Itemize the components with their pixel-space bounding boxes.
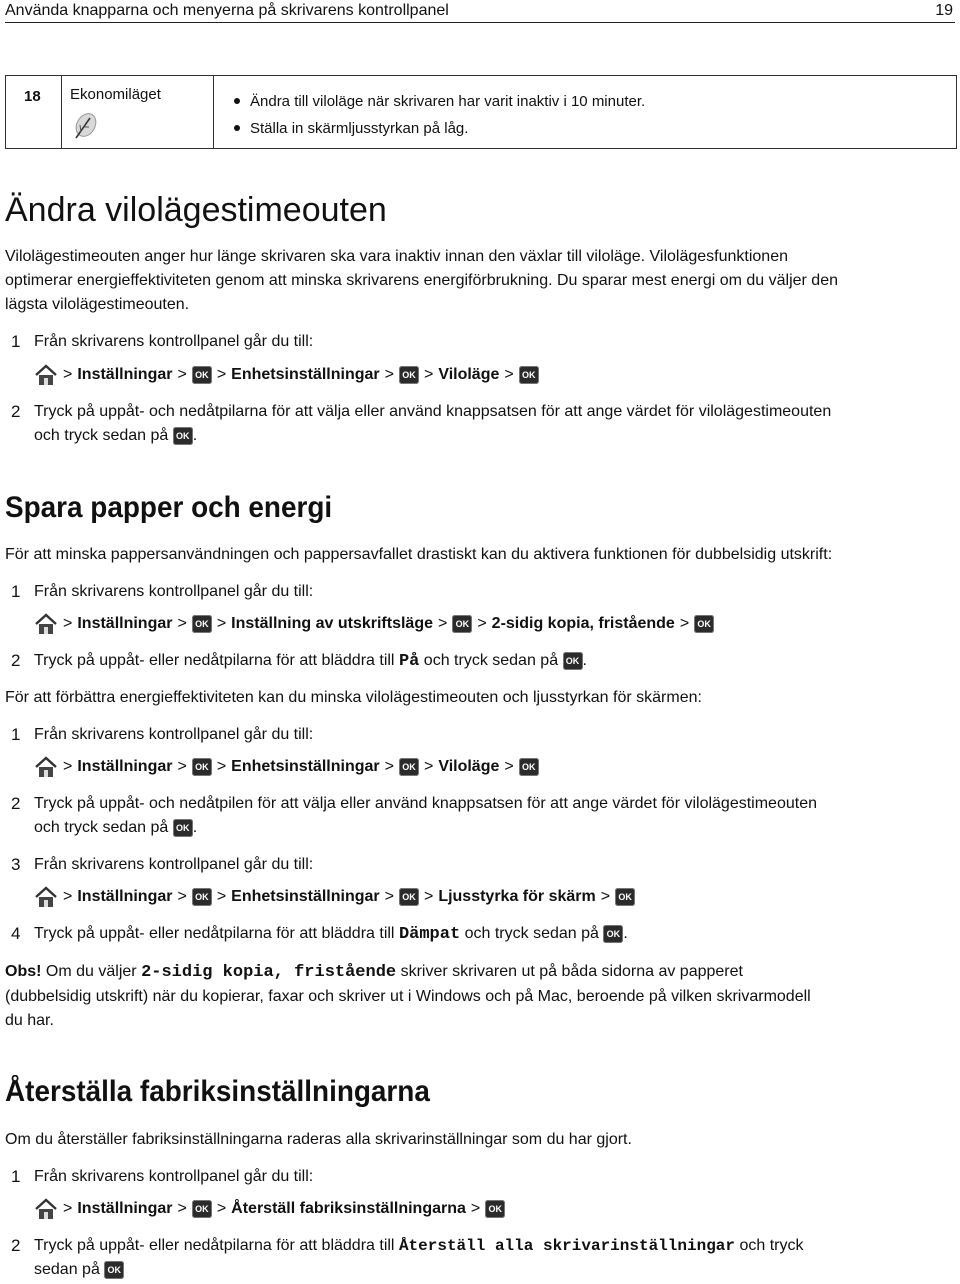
- menu-item: Ljusstyrka för skärm: [438, 888, 596, 905]
- ok-button-icon: OK: [563, 652, 583, 670]
- ok-button-icon: OK: [173, 819, 193, 837]
- s1-intro-line: lägsta vilolägestimeouten.: [5, 296, 190, 313]
- ok-button-icon: OK: [519, 758, 539, 776]
- step-text-continued: och tryck sedan på OK .: [34, 819, 198, 836]
- menu-item: Återställ fabriksinställningarna: [231, 1200, 466, 1217]
- ok-button-icon: OK: [485, 1200, 505, 1218]
- row-description: [214, 76, 956, 148]
- step-number: 2: [11, 651, 21, 670]
- menu-item: 2-sidig kopia, fristående: [491, 615, 675, 632]
- bullet-item: Ändra till viloläge när skrivaren har varit inaktiv i 10 minuter.: [232, 88, 956, 115]
- note-line: (dubbelsidig utskrift) när du kopierar, faxar och skriver ut i Windows och på Mac, beroende på vilken skrivarmodell: [5, 988, 811, 1005]
- s2-intro-2: För att förbättra energieffektiviteten kan du minska vilolägestimeouten och ljusstyrkan för skärmen:: [5, 689, 702, 706]
- s2-intro: För att minska pappersanvändningen och pappersavfallet drastiskt kan du aktivera funktionen för dubbelsidig utskrift:: [5, 546, 833, 563]
- note-label: Obs!: [5, 963, 42, 980]
- option-code: 2-sidig kopia, fristående: [141, 963, 397, 982]
- menu-item: Inställningar: [77, 1200, 173, 1217]
- step-text: Tryck på uppåt- och nedåtpilen för att välja eller använd knappsatsen för att ange värdet för vilolägestimeouten: [34, 795, 817, 812]
- ok-button-icon: OK: [452, 615, 472, 633]
- s1-step-2: [5, 400, 960, 448]
- menu-item: Enhetsinställningar: [231, 888, 380, 905]
- ok-button-icon: OK: [173, 427, 193, 445]
- ok-button-icon: OK: [603, 925, 623, 943]
- s1-intro-line: Vilolägestimeouten anger hur länge skrivaren ska vara inaktiv innan den växlar till viloläge. Vilolägesfunktionen: [5, 248, 788, 265]
- ok-button-icon: OK: [192, 1200, 212, 1218]
- menu-item: Inställningar: [77, 615, 173, 632]
- s1-intro: [5, 245, 960, 317]
- ok-button-icon: OK: [399, 888, 419, 906]
- ok-button-icon: OK: [399, 366, 419, 384]
- step-text-continued: och tryck sedan på OK .: [34, 427, 198, 444]
- home-icon: [34, 613, 58, 635]
- step-number: 2: [11, 402, 21, 421]
- step-text: Från skrivarens kontrollpanel går du till:: [34, 856, 314, 873]
- home-icon: [34, 756, 58, 778]
- option-code: Återställ alla skrivarinställningar: [398, 1237, 735, 1255]
- s2-step-1: [5, 580, 960, 604]
- option-code: Dämpat: [398, 925, 461, 944]
- step-number: 3: [11, 855, 21, 874]
- home-icon: [34, 1198, 58, 1220]
- page-header: [5, 0, 955, 23]
- menu-item: Inställningar: [77, 758, 173, 775]
- s1-step-1: [5, 330, 960, 354]
- page-number: 19: [935, 2, 953, 19]
- s2-menu-path-3: > Inställningar > OK > Enhetsinställningar > OK > Ljusstyrka för skärm > OK: [34, 885, 635, 909]
- menu-item: Enhetsinställningar: [231, 366, 380, 383]
- step-number: 1: [11, 582, 21, 601]
- step-number: 2: [11, 1236, 21, 1255]
- ok-button-icon: OK: [615, 888, 635, 906]
- ok-button-icon: OK: [192, 366, 212, 384]
- ok-button-icon: OK: [192, 615, 212, 633]
- step-text-continued: sedan på OK: [34, 1258, 960, 1282]
- section-title-factory-reset: Återställa fabriksinställningarna: [5, 1075, 430, 1108]
- step-number: 1: [11, 332, 21, 351]
- s2-note: Obs! Om du väljer 2-sidig kopia, fristående skriver skrivaren ut på båda sidorna av papperet (dubbelsidig utskrift) när du kopierar, faxar och skriver ut i Windows och på Mac, beroende på vilken skrivarmodell du har.: [5, 960, 960, 1033]
- step-text: Från skrivarens kontrollpanel går du till:: [34, 1168, 314, 1185]
- note-line: du har.: [5, 1012, 54, 1029]
- s2-step-3: [5, 853, 960, 877]
- s2-menu-path-2: > Inställningar > OK > Enhetsinställningar > OK > Viloläge > OK: [34, 755, 539, 779]
- option-code: På: [398, 652, 420, 671]
- ok-button-icon: OK: [399, 758, 419, 776]
- s2-step-2b: [5, 792, 960, 840]
- home-icon: [34, 364, 58, 386]
- row-name: Ekonomiläget: [70, 86, 161, 103]
- s3-step-1: [5, 1165, 960, 1189]
- s3-menu-path: > Inställningar > OK > Återställ fabriksinställningarna > OK: [34, 1197, 505, 1221]
- step-text: Tryck på uppåt- eller nedåtpilarna för att bläddra till På och tryck sedan på OK .: [34, 652, 587, 671]
- s3-step-2: [5, 1234, 960, 1282]
- s1-menu-path: > Inställningar > OK > Enhetsinställningar > OK > Viloläge > OK: [34, 363, 539, 387]
- s3-intro: Om du återställer fabriksinställningarna raderas alla skrivarinställningar som du har gjort.: [5, 1131, 632, 1148]
- header-title: Använda knapparna och menyerna på skrivarens kontrollpanel: [5, 2, 449, 19]
- section-title-sleep-timeout: Ändra vilolägestimeouten: [5, 191, 387, 229]
- s2-step-2: [5, 649, 960, 674]
- leaf-icon: [72, 112, 98, 140]
- ok-button-icon: OK: [192, 888, 212, 906]
- menu-item: Inställning av utskriftsläge: [231, 615, 433, 632]
- step-number: 1: [11, 1167, 21, 1186]
- s2-step-4: [5, 922, 960, 947]
- ok-button-icon: OK: [519, 366, 539, 384]
- ok-button-icon: OK: [694, 615, 714, 633]
- step-number: 2: [11, 794, 21, 813]
- menu-item: Viloläge: [438, 366, 500, 383]
- step-number: 1: [11, 725, 21, 744]
- economy-mode-table: [5, 75, 957, 149]
- step-text: Från skrivarens kontrollpanel går du till:: [34, 333, 314, 350]
- s2-menu-path-1: > Inställningar > OK > Inställning av utskriftsläge > OK > 2-sidig kopia, fristående > OK: [34, 612, 714, 636]
- menu-item: Viloläge: [438, 758, 500, 775]
- bullet-item: Ställa in skärmljusstyrkan på låg.: [232, 115, 956, 142]
- section-title-save-paper: Spara papper och energi: [5, 491, 333, 524]
- menu-item: Enhetsinställningar: [231, 758, 380, 775]
- s1-intro-line: optimerar energieffektiviteten genom att minska skrivarens energiförbrukning. Du sparar mest energi om du väljer den: [5, 272, 838, 289]
- ok-button-icon: OK: [104, 1261, 124, 1279]
- step-text: Från skrivarens kontrollpanel går du till:: [34, 726, 314, 743]
- step-text: Tryck på uppåt- eller nedåtpilarna för att bläddra till Återställ alla skrivarinställningar och tryck: [34, 1237, 804, 1255]
- step-text: Tryck på uppåt- eller nedåtpilarna för att bläddra till Dämpat och tryck sedan på OK .: [34, 925, 628, 944]
- menu-item: Inställningar: [77, 366, 173, 383]
- row-number: 18: [6, 76, 62, 148]
- menu-item: Inställningar: [77, 888, 173, 905]
- ok-button-icon: OK: [192, 758, 212, 776]
- step-text: Från skrivarens kontrollpanel går du till:: [34, 583, 314, 600]
- s2-step-1b: [5, 723, 960, 747]
- step-text: Tryck på uppåt- och nedåtpilarna för att välja eller använd knappsatsen för att ange värdet för vilolägestimeouten: [34, 403, 832, 420]
- step-number: 4: [11, 924, 21, 943]
- row-name-cell: [62, 76, 214, 148]
- home-icon: [34, 886, 58, 908]
